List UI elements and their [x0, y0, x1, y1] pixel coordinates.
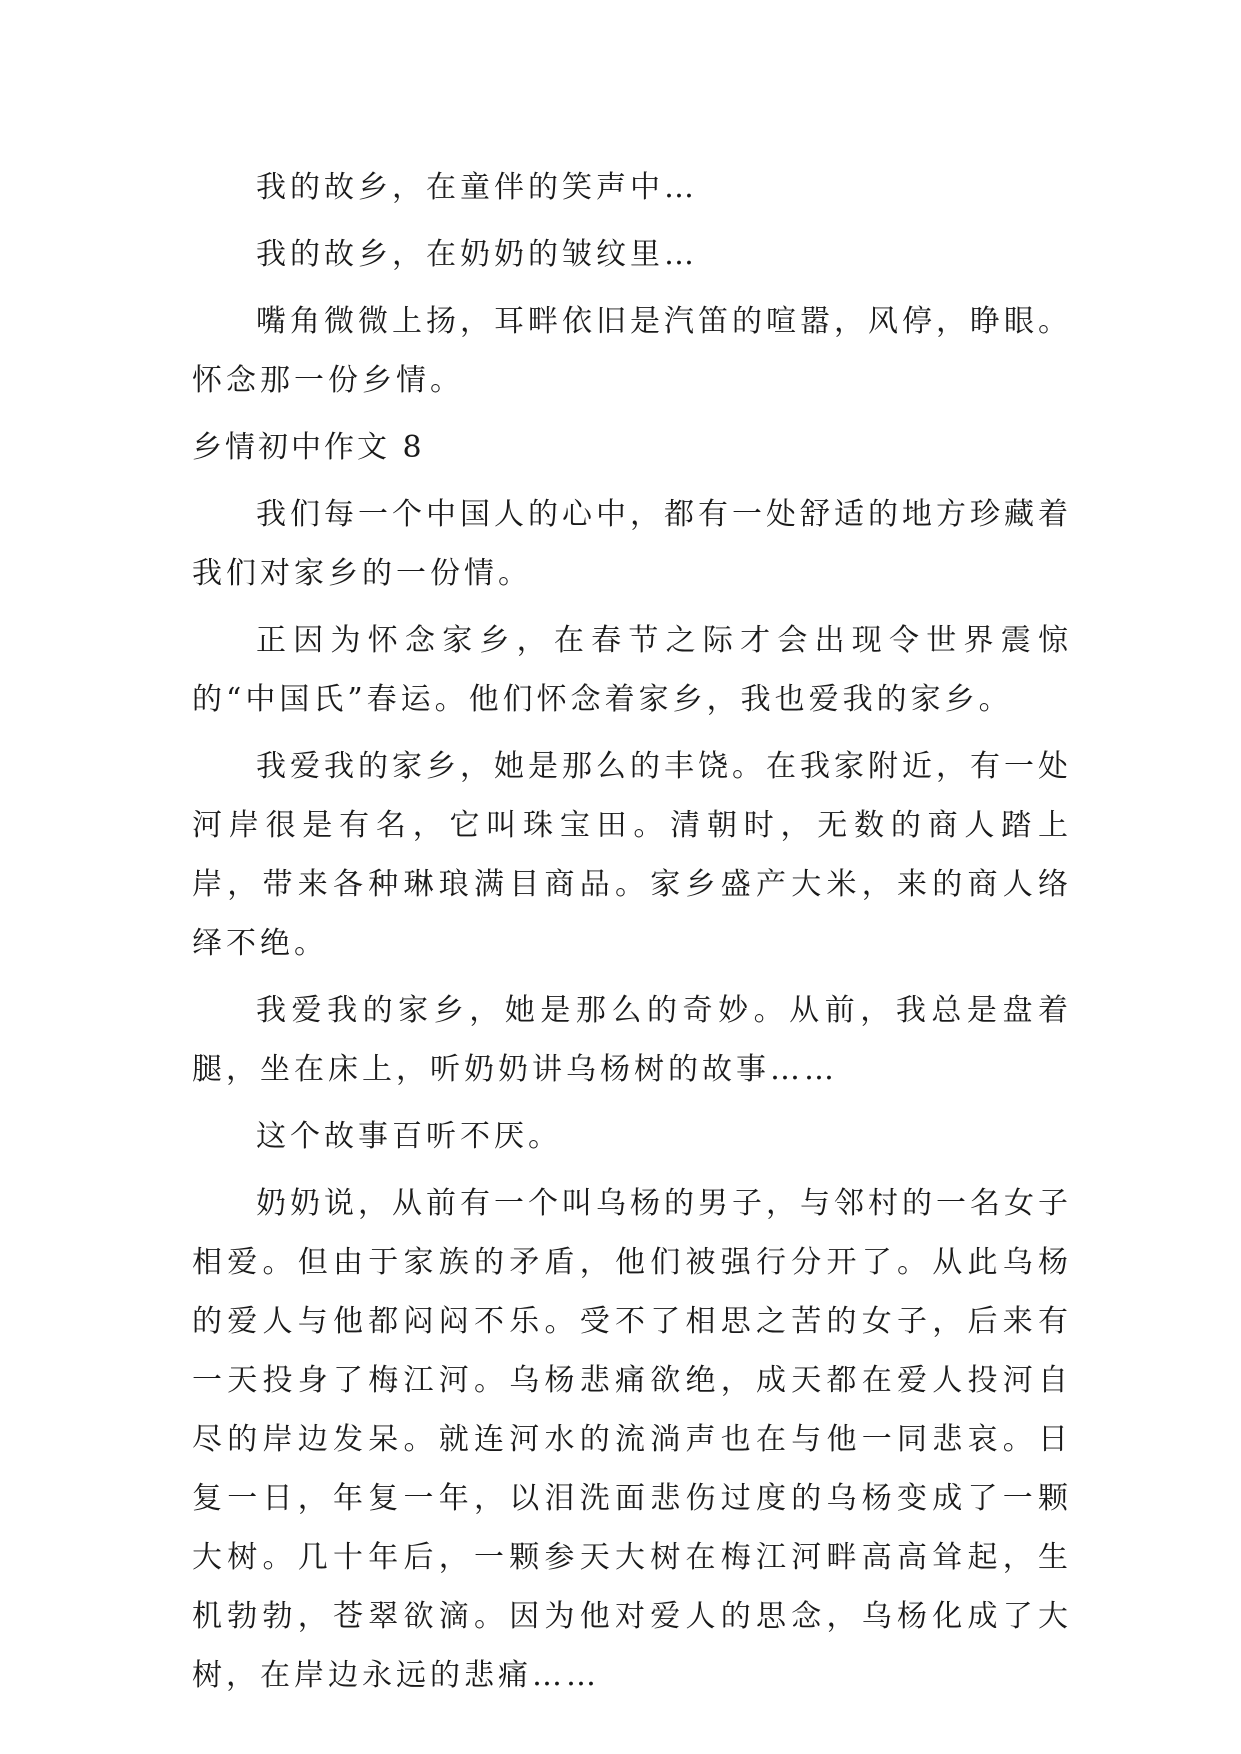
paragraph: 我爱我的家乡，她是那么的奇妙。从前，我总是盘着腿，坐在床上，听奶奶讲乌杨树的故事……: [192, 993, 1072, 1087]
paragraph: 嘴角微微上扬，耳畔依旧是汽笛的喧嚣，风停，睁眼。怀念那一份乡情。: [192, 304, 1072, 398]
paragraph: 奶奶说，从前有一个叫乌杨的男子，与邻村的一名女子相爱。但由于家族的矛盾，他们被强行分开了。从此乌杨的爱人与他都闷闷不乐。受不了相思之苦的女子，后来有一天投身了梅江河。乌杨悲痛欲绝，成天都在爱人投河自尽的岸边发呆。就连河水的流淌声也在与他一同悲哀。日复一日，年复一年，以泪洗面悲伤过度的乌杨变成了一颗大树。几十年后，一颗参天大树在梅江河畔高高耸起，生机勃勃，苍翠欲滴。因为他对爱人的思念，乌杨化成了大树，在岸边永远的悲痛……: [192, 1186, 1072, 1693]
document-body: [192, 158, 1072, 1713]
section-heading: 乡情初中作文 8: [192, 430, 425, 465]
paragraph: 我的故乡，在奶奶的皱纹里…: [256, 237, 698, 272]
paragraph: 我们每一个中国人的心中，都有一处舒适的地方珍藏着我们对家乡的一份情。: [192, 497, 1072, 591]
paragraph: 正因为怀念家乡，在春节之际才会出现令世界震惊的“中国氏”春运。他们怀念着家乡，我也爱我的家乡。: [192, 623, 1072, 717]
paragraph: 我爱我的家乡，她是那么的丰饶。在我家附近，有一处河岸很是有名，它叫珠宝田。清朝时，无数的商人踏上岸，带来各种琳琅满目商品。家乡盛产大米，来的商人络绎不绝。: [192, 749, 1072, 961]
paragraph: 这个故事百听不厌。: [256, 1119, 562, 1154]
paragraph: 我的故乡，在童伴的笑声中…: [256, 170, 698, 205]
